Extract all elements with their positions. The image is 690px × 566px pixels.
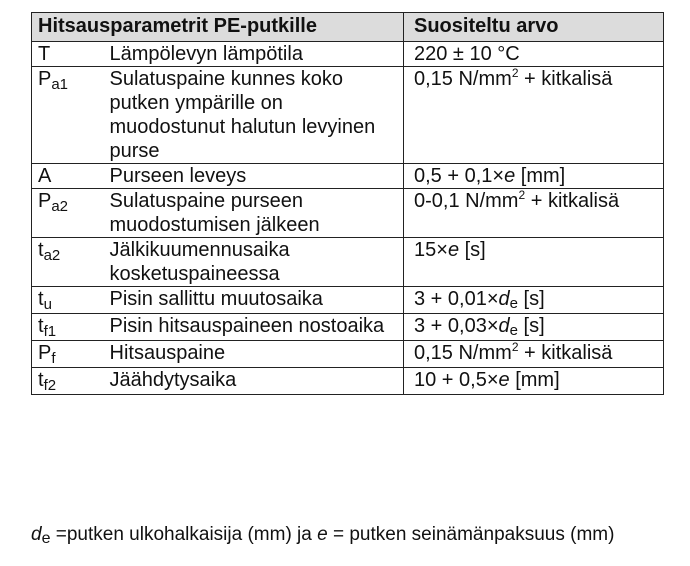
table-row: [32, 341, 664, 368]
parameter-value: 0,5 + 0,1×e [mm]: [404, 164, 664, 189]
parameter-value: 15×e [s]: [404, 238, 664, 287]
table-header-row: [32, 13, 664, 42]
parameter-symbol: [32, 287, 108, 314]
parameter-description: Purseen leveys: [108, 164, 404, 189]
header-parameters: Hitsausparametrit PE-putkille: [32, 13, 404, 42]
symbol-subscript: u: [43, 296, 52, 313]
symbol-letter: t: [38, 369, 44, 391]
parameter-symbol: [32, 189, 108, 238]
table-row: [32, 67, 664, 164]
parameter-symbol: [32, 314, 108, 341]
symbol-subscript: a1: [51, 76, 69, 93]
symbol-subscript: f1: [43, 323, 57, 340]
footnote-var-e: e: [317, 524, 328, 545]
parameter-value: 220 ± 10 °C: [404, 42, 664, 67]
parameter-symbol: [32, 238, 108, 287]
footnote-var-de-sub: e: [41, 530, 51, 547]
symbol-subscript: f: [51, 350, 56, 367]
header-recommended-value: Suositeltu arvo: [404, 13, 664, 42]
parameter-value: 0,15 $N/mm^2$ + kitkalisä: [404, 341, 664, 368]
footnote-var-de: d: [31, 524, 42, 545]
parameter-description: Jäähdytysaika: [108, 368, 404, 395]
table-row: [32, 189, 664, 238]
symbol-letter: P: [38, 68, 52, 90]
table-body: [32, 42, 664, 395]
parameter-description: Lämpölevyn lämpötila: [108, 42, 404, 67]
parameter-description: Hitsauspaine: [108, 341, 404, 368]
table-row: [32, 314, 664, 341]
table-row: [32, 42, 664, 67]
symbol-letter: t: [38, 239, 44, 261]
symbol-letter: P: [38, 190, 52, 212]
parameter-description: Jälkikuumennusaika kosketuspaineessa: [108, 238, 404, 287]
symbol-subscript: a2: [51, 198, 69, 215]
footnote-text-1: =putken ulkohalkaisija (mm) ja: [50, 524, 318, 545]
parameter-description: Pisin sallittu muutosaika: [108, 287, 404, 314]
parameter-description: Pisin hitsauspaineen nostoaika: [108, 314, 404, 341]
parameter-symbol: [32, 67, 108, 164]
parameter-description: Sulatuspaine kunnes koko putken ympärille on muodostunut halutun levyinen purse: [108, 67, 404, 164]
parameter-value: 3 + 0,03×de [s]: [404, 314, 664, 341]
parameter-value: 10 + 0,5×e [mm]: [404, 368, 664, 395]
parameter-symbol: [32, 341, 108, 368]
table-row: [32, 238, 664, 287]
table-row: [32, 287, 664, 314]
parameter-symbol: [32, 42, 108, 67]
symbol-subscript: a2: [43, 247, 61, 264]
parameter-description: Sulatuspaine purseen muodostumisen jälkeen: [108, 189, 404, 238]
parameter-symbol: [32, 164, 108, 189]
footnote: [31, 524, 614, 546]
welding-parameters-table: [31, 12, 664, 395]
symbol-subscript: f2: [43, 377, 57, 394]
table-row: [32, 164, 664, 189]
symbol-letter: P: [38, 342, 52, 364]
parameter-value: 0-0,1 $N/mm^2$ + kitkalisä: [404, 189, 664, 238]
symbol-letter: A: [38, 165, 52, 187]
table-row: [32, 368, 664, 395]
symbol-letter: t: [38, 288, 44, 310]
parameter-symbol: [32, 368, 108, 395]
symbol-letter: t: [38, 315, 44, 337]
footnote-text-2: = putken seinämänpaksuus (mm): [327, 524, 615, 545]
symbol-letter: T: [38, 43, 51, 65]
parameter-value: 0,15 $N/mm^2$ + kitkalisä: [404, 67, 664, 164]
parameter-value: 3 + 0,01×de [s]: [404, 287, 664, 314]
